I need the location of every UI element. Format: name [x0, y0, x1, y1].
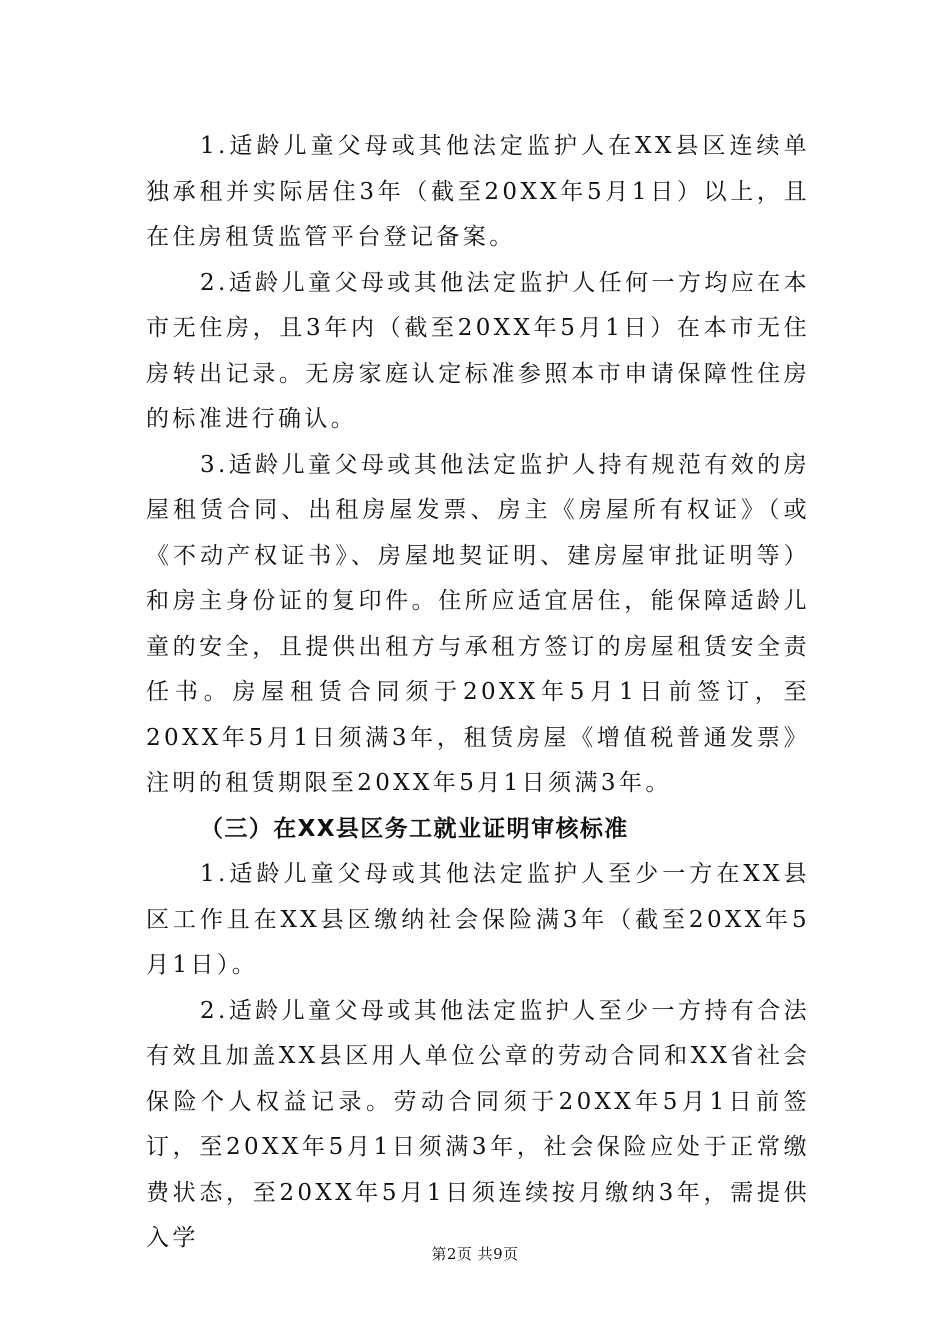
paragraph-rental-2: 2.适龄儿童父母或其他法定监护人任何一方均应在本市无住房，且3年内（截至20XX年5月1日）在本市无住房转出记录。无房家庭认定标准参照本市申请保障性住房的标准进行确认。 — [146, 269, 810, 432]
paragraph-employment-1: 1.适龄儿童父母或其他法定监护人至少一方在XX县区工作且在XX县区缴纳社会保险满3年（截至20XX年5月1日）。 — [146, 861, 810, 978]
paragraph-employment-2: 2.适龄儿童父母或其他法定监护人至少一方持有合法有效且加盖XX县区用人单位公章的劳动合同和XX省社会保险个人权益记录。劳动合同须于20XX年5月1日前签订，至20XX年5月1日须满3年，社会保险应处于正常缴费状态，至20XX年5月1日须连续按月缴纳3年，需提供入学 — [146, 997, 810, 1251]
paragraph-rental-1: 1.适龄儿童父母或其他法定监护人在XX县区连续单独承租并实际居住3年（截至20XX年5月1日）以上，且在住房租赁监管平台登记备案。 — [146, 133, 810, 250]
section-heading: （三）在XX县区务工就业证明审核标准 — [200, 815, 629, 842]
page-footer: 第2页 共9页 — [431, 1245, 519, 1263]
paragraph-rental-3: 3.适龄儿童父母或其他法定监护人持有规范有效的房屋租赁合同、出租房屋发票、房主《房屋所有权证》（或《不动产权证书》、房屋地契证明、建房屋审批证明等）和房主身份证的复印件。住所应适宜居住，能保障适龄儿童的安全，且提供出租方与承租方签订的房屋租赁安全责任书。房屋租赁合同须于20XX年5月1日前签订，至20XX年5月1日须满3年，租赁房屋《增值税普通发票》注明的租赁期限至20XX年5月1日须满3年。 — [146, 451, 810, 796]
document-body — [146, 124, 810, 1262]
